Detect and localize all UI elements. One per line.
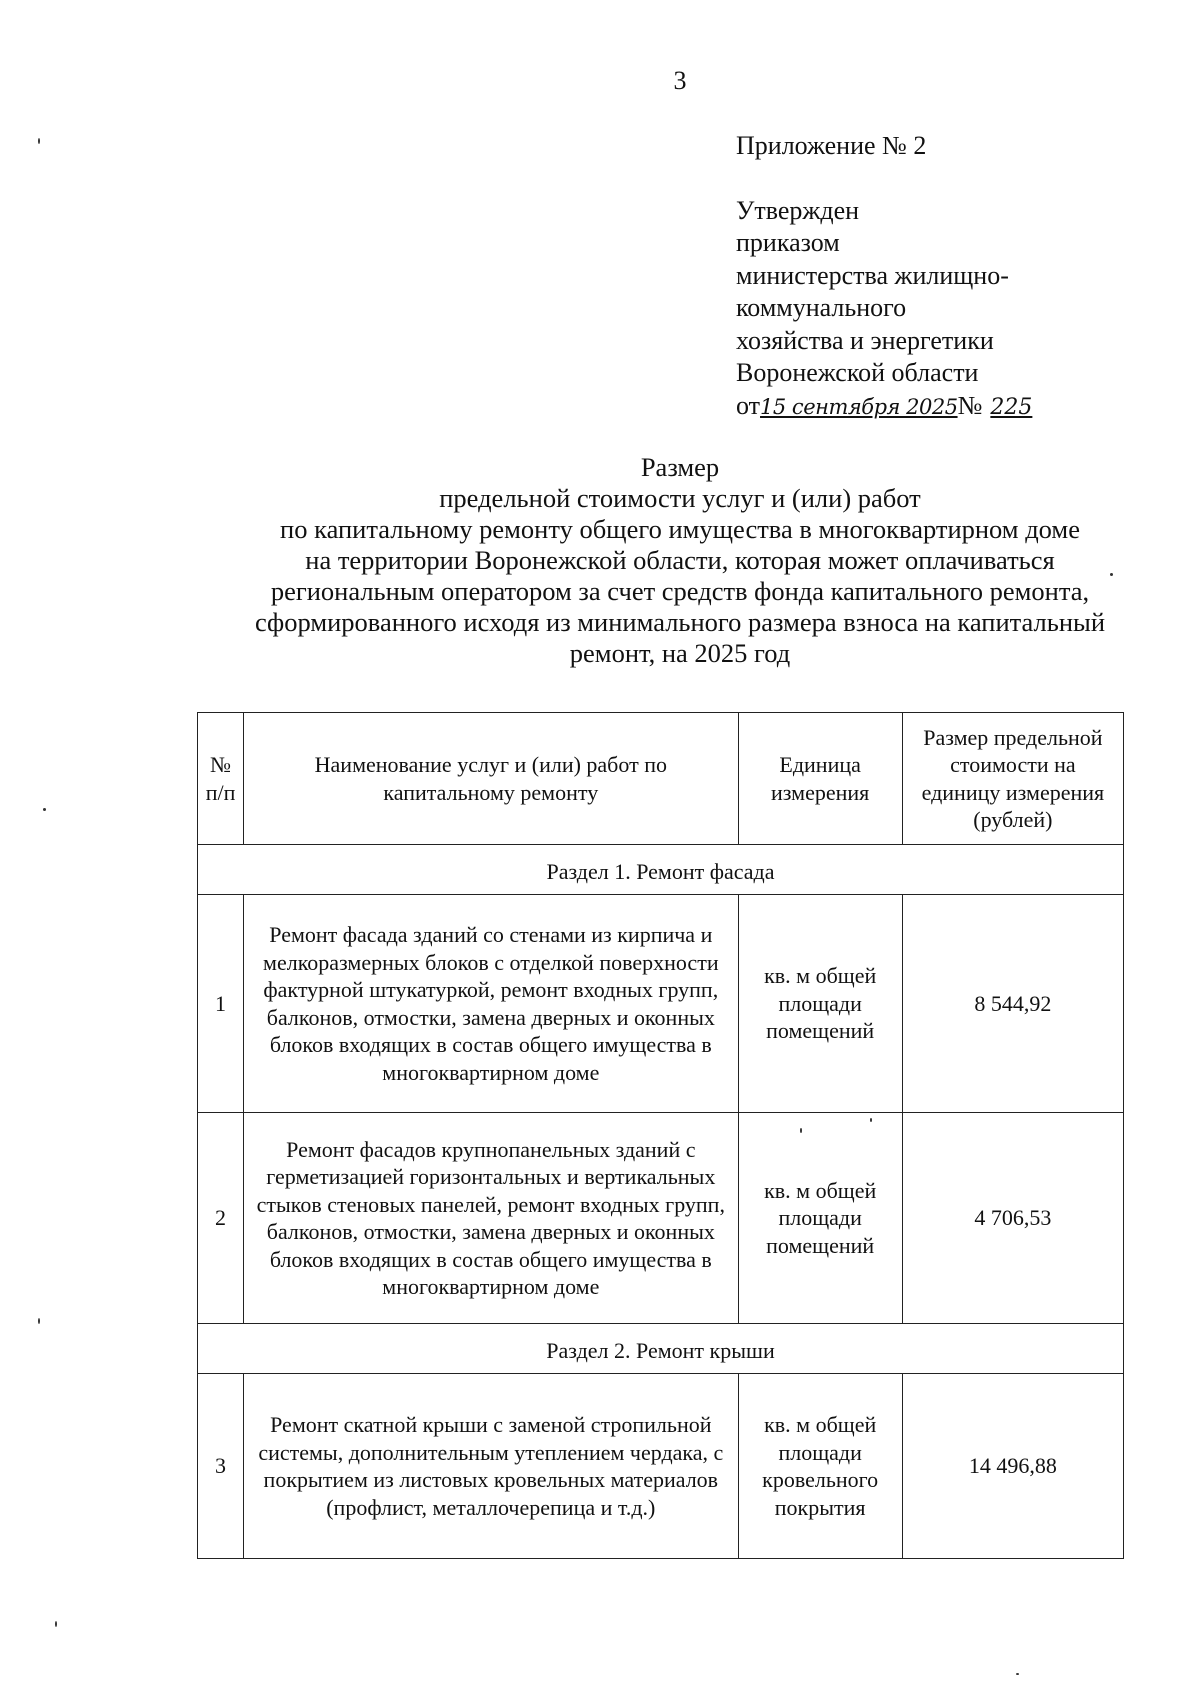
approval-line: хозяйства и энергетики (736, 325, 994, 355)
handwritten-number: 225 (990, 394, 1033, 420)
row-unit: кв. м общей площади кровельного покрытия (738, 1374, 902, 1559)
title-line: на территории Воронежской области, которая может оплачиваться (305, 545, 1055, 575)
row-num: 3 (198, 1374, 244, 1559)
header-num: № п/п (198, 713, 244, 845)
title-line: Размер (640, 452, 720, 482)
title-line: региональным оператором за счет средств фонда капитального ремонта, (270, 576, 1090, 606)
number-prefix: № (957, 390, 983, 420)
header-name: Наименование услуг и (или) работ по капитальному ремонту (244, 713, 739, 845)
row-price: 4 706,53 (902, 1113, 1123, 1324)
title-line: ремонт, на 2025 год (569, 638, 791, 668)
title-line: сформированного исходя из минимального размера взноса на капитальный (254, 607, 1106, 637)
approval-line: приказом (736, 228, 840, 257)
handwritten-date: 15 сентября 2025 (760, 394, 958, 419)
approval-line: Воронежской области (736, 358, 979, 387)
appendix-label: Приложение № 2 (736, 131, 927, 160)
table-header-row (198, 713, 1124, 845)
approval-block (736, 130, 1176, 424)
table-row (198, 1374, 1124, 1559)
row-price: 14 496,88 (902, 1374, 1123, 1559)
section-title: Раздел 2. Ремонт крыши (198, 1324, 1124, 1374)
title-line: предельной стоимости услуг и (или) работ (439, 483, 921, 513)
approval-line: министерства жилищно- (736, 260, 1009, 290)
approval-line: Утвержден (736, 195, 860, 225)
row-name: Ремонт фасада зданий со стенами из кирпича и мелкоразмерных блоков с отделкой поверхности фактурной штукатуркой, ремонт входных групп, балконов, отмостки, замена дверных и оконных блоков входящих в состав общего имущества в многоквартирном доме (244, 895, 739, 1113)
table-row (198, 1113, 1124, 1324)
row-num: 1 (198, 895, 244, 1113)
section-row (198, 845, 1124, 895)
document-title (200, 452, 1160, 669)
approval-date-line (736, 390, 1176, 425)
row-unit: кв. м общей площади помещений (738, 895, 902, 1113)
page-number: 3 (673, 66, 687, 95)
header-unit: Единица измерения (738, 713, 902, 845)
table-row (198, 895, 1124, 1113)
cost-table (197, 712, 1124, 1559)
row-name: Ремонт фасадов крупнопанельных зданий с герметизацией горизонтальных и вертикальных стыков стеновых панелей, ремонт входных групп, балконов, отмостки, замена дверных и оконных блоков входящих в состав общего имущества в многоквартирном доме (244, 1113, 739, 1324)
row-price: 8 544,92 (902, 895, 1123, 1113)
approval-line: коммунального (736, 293, 907, 322)
section-row (198, 1324, 1124, 1374)
from-prefix: от (736, 390, 761, 420)
section-title: Раздел 1. Ремонт фасада (198, 845, 1124, 895)
row-name: Ремонт скатной крыши с заменой стропильной системы, дополнительным утеплением чердака, с покрытием из листовых кровельных материалов (профлист, металлочерепица и т.д.) (244, 1374, 739, 1559)
row-num: 2 (198, 1113, 244, 1324)
row-unit: кв. м общей площади помещений (738, 1113, 902, 1324)
header-price: Размер предельной стоимости на единицу измерения (рублей) (902, 713, 1123, 845)
title-line: по капитальному ремонту общего имущества в многоквартирном доме (280, 514, 1080, 544)
